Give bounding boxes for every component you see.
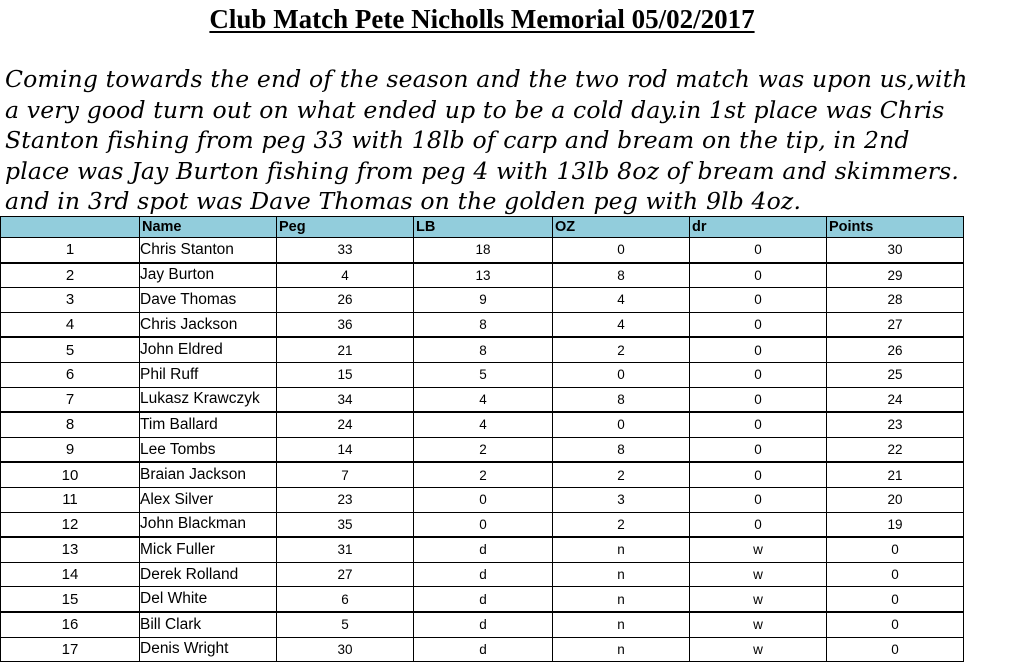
table-row (1, 587, 964, 612)
table-row (1, 512, 964, 537)
cell-peg: 21 (277, 337, 414, 362)
cell-peg: 7 (277, 462, 414, 487)
cell-position: 16 (1, 612, 140, 637)
cell-oz: n (553, 537, 690, 562)
cell-dr: w (690, 637, 827, 662)
cell-lb: d (414, 612, 553, 637)
cell-oz: n (553, 612, 690, 637)
cell-lb: 18 (414, 238, 553, 263)
cell-points: 0 (827, 637, 964, 662)
match-report-text: Coming towards the end of the season and the two rod match was upon us,with a very good turn out on what ended up to be a cold day.in 1st place was Chris Stanton fishing from peg 33 with 18lb of carp and bream on the tip, in 2nd place was Jay Burton fishing from peg 4 with 13lb 8oz of bream and skimmers. and in 3rd spot was Dave Thomas on the golden peg with 9lb 4oz. (5, 65, 968, 216)
cell-oz: 2 (553, 337, 690, 362)
cell-dr: w (690, 537, 827, 562)
cell-name: Phil Ruff (140, 362, 277, 387)
cell-position: 1 (1, 238, 140, 263)
table-row (1, 238, 964, 263)
cell-name: Alex Silver (140, 487, 277, 512)
cell-points: 21 (827, 462, 964, 487)
cell-points: 25 (827, 362, 964, 387)
cell-name: Lee Tombs (140, 437, 277, 462)
cell-peg: 33 (277, 238, 414, 263)
cell-peg: 15 (277, 362, 414, 387)
table-row (1, 537, 964, 562)
cell-name: John Blackman (140, 512, 277, 537)
cell-position: 10 (1, 462, 140, 487)
cell-lb: 9 (414, 288, 553, 313)
cell-peg: 4 (277, 263, 414, 288)
cell-position: 7 (1, 387, 140, 412)
cell-dr: 0 (690, 487, 827, 512)
col-header-points: Points (827, 217, 964, 238)
results-table (0, 216, 964, 662)
cell-dr: 0 (690, 312, 827, 337)
cell-position: 17 (1, 637, 140, 662)
cell-position: 14 (1, 562, 140, 587)
cell-dr: w (690, 587, 827, 612)
cell-lb: 13 (414, 263, 553, 288)
cell-position: 12 (1, 512, 140, 537)
cell-oz: n (553, 562, 690, 587)
cell-points: 26 (827, 337, 964, 362)
cell-lb: 4 (414, 387, 553, 412)
table-header-row (1, 217, 964, 238)
col-header-peg: Peg (277, 217, 414, 238)
cell-points: 30 (827, 238, 964, 263)
cell-oz: 3 (553, 487, 690, 512)
cell-lb: d (414, 562, 553, 587)
col-header-oz: OZ (553, 217, 690, 238)
table-row (1, 637, 964, 662)
cell-points: 22 (827, 437, 964, 462)
table-row (1, 362, 964, 387)
cell-peg: 6 (277, 587, 414, 612)
cell-dr: 0 (690, 337, 827, 362)
cell-oz: n (553, 587, 690, 612)
cell-oz: 2 (553, 462, 690, 487)
cell-lb: d (414, 587, 553, 612)
cell-peg: 35 (277, 512, 414, 537)
cell-dr: 0 (690, 412, 827, 437)
cell-position: 2 (1, 263, 140, 288)
table-row (1, 412, 964, 437)
cell-points: 23 (827, 412, 964, 437)
cell-points: 0 (827, 612, 964, 637)
cell-oz: 8 (553, 437, 690, 462)
cell-name: Denis Wright (140, 637, 277, 662)
cell-lb: d (414, 537, 553, 562)
table-row (1, 462, 964, 487)
cell-name: Chris Jackson (140, 312, 277, 337)
cell-points: 27 (827, 312, 964, 337)
table-row (1, 263, 964, 288)
cell-peg: 5 (277, 612, 414, 637)
cell-peg: 14 (277, 437, 414, 462)
cell-dr: 0 (690, 362, 827, 387)
cell-oz: n (553, 637, 690, 662)
col-header-dr: dr (690, 217, 827, 238)
cell-peg: 24 (277, 412, 414, 437)
cell-dr: 0 (690, 512, 827, 537)
cell-position: 3 (1, 288, 140, 313)
cell-position: 6 (1, 362, 140, 387)
table-row (1, 288, 964, 313)
cell-dr: 0 (690, 263, 827, 288)
cell-name: Tim Ballard (140, 412, 277, 437)
table-row (1, 487, 964, 512)
cell-oz: 2 (553, 512, 690, 537)
cell-lb: 8 (414, 337, 553, 362)
cell-points: 0 (827, 537, 964, 562)
cell-lb: 0 (414, 487, 553, 512)
cell-dr: w (690, 612, 827, 637)
page-title: Club Match Pete Nicholls Memorial 05/02/2017 (209, 4, 755, 34)
cell-name: Bill Clark (140, 612, 277, 637)
cell-name: Derek Rolland (140, 562, 277, 587)
cell-lb: 4 (414, 412, 553, 437)
cell-name: Mick Fuller (140, 537, 277, 562)
cell-oz: 8 (553, 263, 690, 288)
col-header-name: Name (140, 217, 277, 238)
cell-position: 9 (1, 437, 140, 462)
cell-dr: 0 (690, 437, 827, 462)
table-row (1, 312, 964, 337)
cell-peg: 26 (277, 288, 414, 313)
table-row (1, 387, 964, 412)
cell-peg: 36 (277, 312, 414, 337)
cell-points: 28 (827, 288, 964, 313)
cell-name: Braian Jackson (140, 462, 277, 487)
cell-peg: 30 (277, 637, 414, 662)
cell-points: 20 (827, 487, 964, 512)
cell-name: Lukasz Krawczyk (140, 387, 277, 412)
cell-oz: 4 (553, 288, 690, 313)
cell-peg: 27 (277, 562, 414, 587)
cell-peg: 23 (277, 487, 414, 512)
cell-lb: 2 (414, 437, 553, 462)
cell-position: 13 (1, 537, 140, 562)
table-row (1, 612, 964, 637)
cell-lb: 8 (414, 312, 553, 337)
table-row (1, 562, 964, 587)
cell-name: Del White (140, 587, 277, 612)
cell-points: 19 (827, 512, 964, 537)
cell-points: 29 (827, 263, 964, 288)
cell-name: Jay Burton (140, 263, 277, 288)
cell-oz: 8 (553, 387, 690, 412)
cell-oz: 0 (553, 412, 690, 437)
cell-dr: w (690, 562, 827, 587)
cell-oz: 4 (553, 312, 690, 337)
cell-dr: 0 (690, 387, 827, 412)
cell-oz: 0 (553, 238, 690, 263)
cell-lb: 2 (414, 462, 553, 487)
cell-oz: 0 (553, 362, 690, 387)
cell-position: 4 (1, 312, 140, 337)
cell-position: 15 (1, 587, 140, 612)
col-header-lb: LB (414, 217, 553, 238)
cell-dr: 0 (690, 288, 827, 313)
cell-lb: 5 (414, 362, 553, 387)
cell-position: 11 (1, 487, 140, 512)
cell-points: 0 (827, 587, 964, 612)
cell-position: 5 (1, 337, 140, 362)
cell-points: 0 (827, 562, 964, 587)
table-row (1, 437, 964, 462)
cell-peg: 34 (277, 387, 414, 412)
cell-lb: d (414, 637, 553, 662)
cell-peg: 31 (277, 537, 414, 562)
cell-name: John Eldred (140, 337, 277, 362)
cell-position: 8 (1, 412, 140, 437)
cell-points: 24 (827, 387, 964, 412)
col-header-position (1, 217, 140, 238)
cell-dr: 0 (690, 462, 827, 487)
cell-name: Chris Stanton (140, 238, 277, 263)
table-row (1, 337, 964, 362)
cell-name: Dave Thomas (140, 288, 277, 313)
cell-lb: 0 (414, 512, 553, 537)
cell-dr: 0 (690, 238, 827, 263)
